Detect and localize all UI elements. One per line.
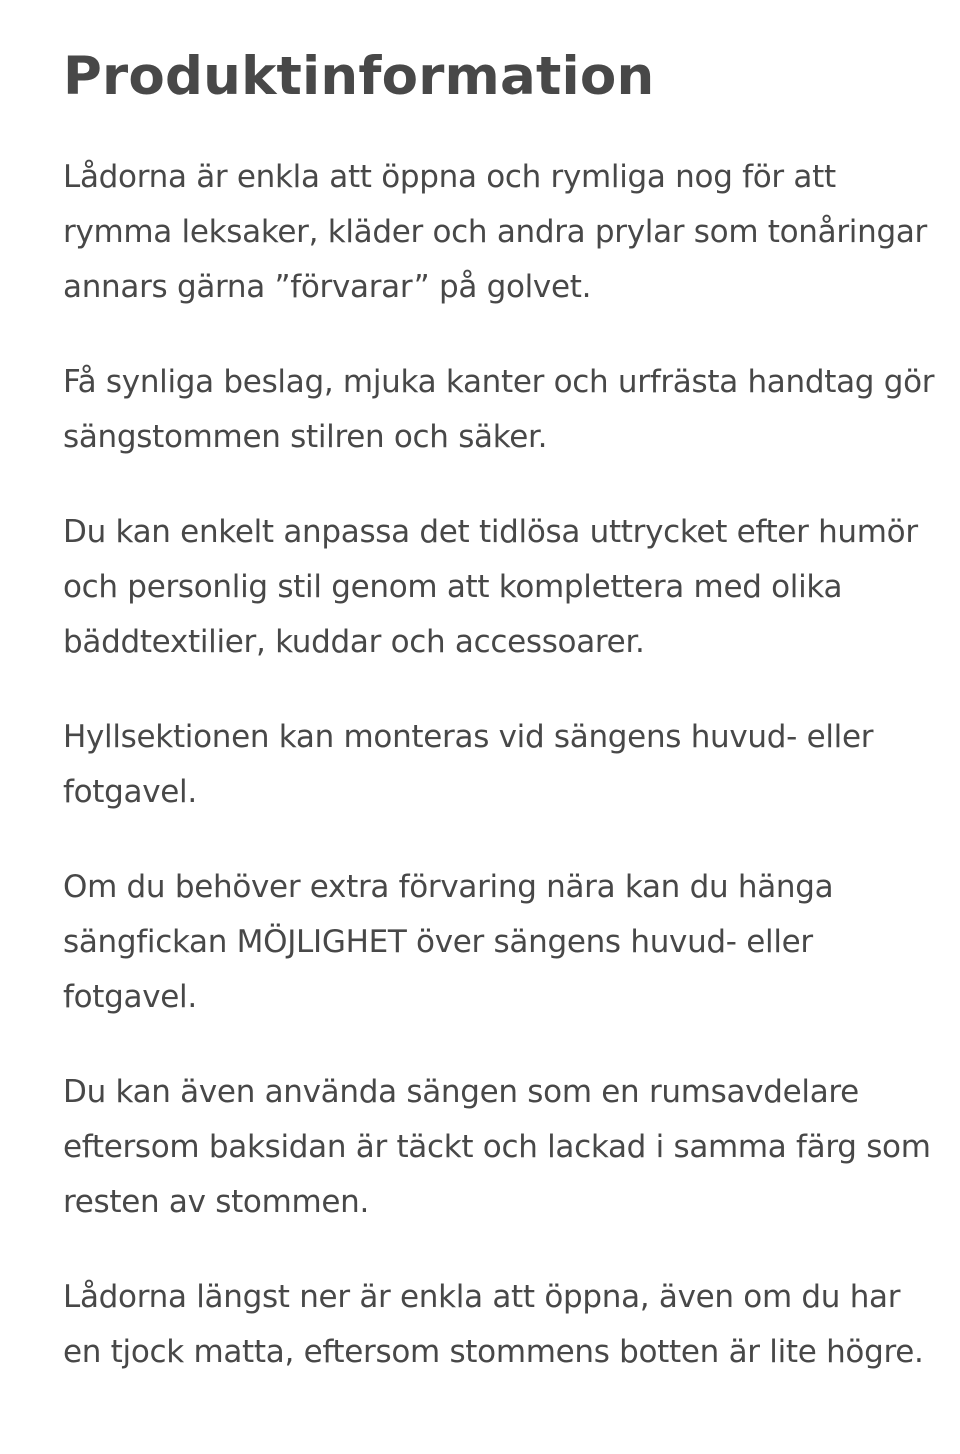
paragraph-bed-pocket: Om du behöver extra förvaring nära kan du hänga sängfickan MÖJLIGHET över sängens huvud- eller fotgavel. <box>63 869 834 1015</box>
paragraph-bottom-drawers: Lådorna längst ner är enkla att öppna, även om du har en tjock matta, eftersom stommens botten är lite högre. <box>63 1279 924 1370</box>
paragraph-drawers: Lådorna är enkla att öppna och rymliga nog för att rymma leksaker, kläder och andra prylar som tonåringar annars gärna ”förvarar” på golvet. <box>63 159 927 305</box>
paragraph-shelf-section: Hyllsektionen kan monteras vid sängens huvud- eller fotgavel. <box>63 719 874 810</box>
paragraph-fittings: Få synliga beslag, mjuka kanter och urfrästa handtag gör sängstommen stilren och säker. <box>63 364 935 455</box>
product-information-text <box>63 150 940 1380</box>
paragraph-room-divider: Du kan även använda sängen som en rumsavdelare eftersom baksidan är täckt och lackad i samma färg som resten av stommen. <box>63 1074 931 1220</box>
paragraph-style: Du kan enkelt anpassa det tidlösa uttrycket efter humör och personlig stil genom att komplettera med olika bäddtextilier, kuddar och accessoarer. <box>63 514 918 660</box>
section-title: Produktinformation <box>63 46 655 107</box>
